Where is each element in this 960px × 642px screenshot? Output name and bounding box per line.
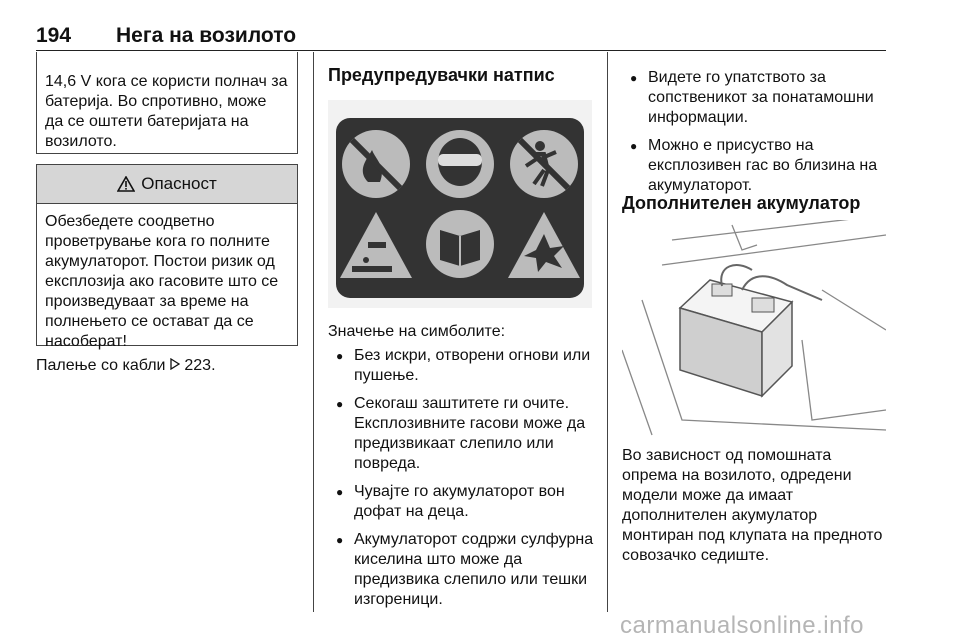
warning-label-figure — [328, 100, 592, 308]
continued-note-box — [36, 52, 298, 154]
auxiliary-battery-heading: Дополнителен акумулатор — [622, 193, 861, 213]
warning-triangle-icon — [117, 176, 135, 192]
symbol-meaning-label: Значење на симболите: — [328, 323, 506, 340]
keep-away-children-icon — [510, 130, 578, 198]
arrow-reference-icon — [170, 358, 180, 370]
danger-title: Опасност — [141, 174, 217, 193]
page-header — [36, 22, 886, 52]
danger-box — [36, 164, 298, 350]
column-divider-1 — [313, 52, 314, 612]
eye-protection-icon — [426, 130, 494, 198]
list-item: ● Без искри, отворени огнови или пушење. — [328, 346, 596, 386]
watermark: carmanualsonline.info — [620, 612, 864, 639]
note-text: 14,6 V кога се користи полнач за батерија. Во спротивно, може да се оштети батеријата на возилото. — [45, 73, 288, 150]
info-list — [622, 68, 888, 204]
auxiliary-battery-text: Во зависност од помошната опрема на возилото, одредени модели може да имаат дополнителен акумулатор монтиран под клупата на предното совозачко седиште. — [622, 447, 883, 564]
page-number: 194 — [36, 24, 72, 47]
list-item: ● Можно е присуство на експлозивен гас во близина на акумулаторот. — [622, 136, 888, 196]
header-rule — [36, 50, 886, 51]
read-manual-icon — [426, 210, 494, 278]
list-item: ● Акумулаторот содржи сулфурна киселина што може да предизвика слепило или тешки изгореници. — [328, 530, 596, 610]
list-item: ● Секогаш заштитете ги очите. Експлозивните гасови може да предизвикаат слепило или повреда. — [328, 394, 596, 474]
list-item: ● Видете го упатството за сопственикот за понатамошни информации. — [622, 68, 888, 128]
cross-reference[interactable] — [36, 356, 216, 376]
ref-text: Палење со кабли — [36, 357, 170, 374]
list-item: ● Чувајте го акумулаторот вон дофат на деца. — [328, 482, 596, 522]
auxiliary-battery-figure — [622, 220, 886, 436]
danger-text: Обезбедете соодветно проветрување кога го полните акумулаторот. Постои ризик од експлозија ако гасовите што се произведуваат за време на полнењето се остават да се насоберат! — [45, 213, 279, 350]
column-divider-2 — [607, 52, 608, 612]
danger-title-bar — [37, 165, 297, 204]
symbol-meaning-list — [328, 346, 596, 618]
page-title: Нега на возилото — [116, 24, 297, 47]
warning-label-heading: Предупредувачки натпис — [328, 65, 555, 85]
ref-page: 223. — [179, 357, 216, 374]
no-fire-icon — [342, 130, 410, 198]
